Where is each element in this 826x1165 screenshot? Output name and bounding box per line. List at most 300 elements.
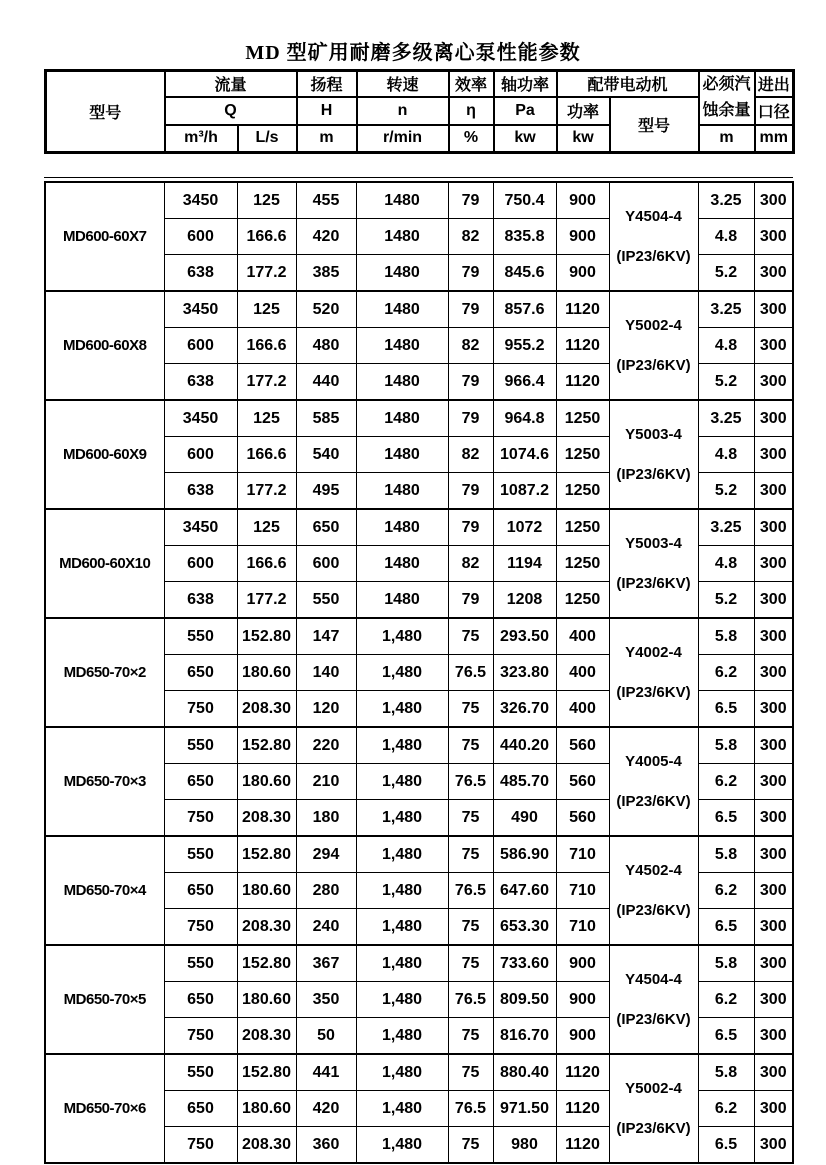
header-unit-kw-shaft: kw xyxy=(494,125,557,152)
cell-motor-power-kw: 1120 xyxy=(556,364,609,401)
cell-head-m: 50 xyxy=(296,1018,356,1055)
cell-flow-ls: 180.60 xyxy=(237,1091,296,1127)
cell-bore-mm: 300 xyxy=(754,219,793,255)
cell-head-m: 495 xyxy=(296,473,356,510)
cell-bore-mm: 300 xyxy=(754,437,793,473)
cell-shaft-power-kw: 880.40 xyxy=(493,1054,556,1091)
pump-model-cell: MD600-60X9 xyxy=(45,400,164,509)
cell-efficiency-pct: 79 xyxy=(448,182,493,219)
header-bore-line1: 进出 xyxy=(755,71,794,97)
cell-speed-rmin: 1,480 xyxy=(356,945,448,982)
header-pump-model: 型号 xyxy=(46,71,165,153)
cell-speed-rmin: 1480 xyxy=(356,437,448,473)
cell-motor-power-kw: 1250 xyxy=(556,546,609,582)
cell-efficiency-pct: 75 xyxy=(448,1127,493,1164)
cell-npsh-m: 6.5 xyxy=(698,691,754,728)
cell-flow-ls: 177.2 xyxy=(237,582,296,619)
header-unit-pct: % xyxy=(449,125,494,152)
cell-flow-m3h: 650 xyxy=(164,764,237,800)
cell-head-m: 550 xyxy=(296,582,356,619)
cell-flow-ls: 180.60 xyxy=(237,655,296,691)
header-bore-unit: mm xyxy=(755,125,794,152)
cell-head-m: 420 xyxy=(296,219,356,255)
cell-speed-rmin: 1480 xyxy=(356,291,448,328)
cell-efficiency-pct: 75 xyxy=(448,1018,493,1055)
cell-npsh-m: 4.8 xyxy=(698,546,754,582)
cell-flow-ls: 180.60 xyxy=(237,982,296,1018)
cell-speed-rmin: 1,480 xyxy=(356,655,448,691)
cell-flow-ls: 125 xyxy=(237,291,296,328)
cell-speed-rmin: 1480 xyxy=(356,509,448,546)
motor-model-cell xyxy=(609,618,698,727)
cell-bore-mm: 300 xyxy=(754,764,793,800)
cell-motor-power-kw: 560 xyxy=(556,727,609,764)
cell-npsh-m: 4.8 xyxy=(698,328,754,364)
cell-motor-power-kw: 1250 xyxy=(556,473,609,510)
cell-speed-rmin: 1,480 xyxy=(356,800,448,837)
cell-speed-rmin: 1480 xyxy=(356,400,448,437)
motor-spec-line: (IP23/6KV) xyxy=(616,247,691,265)
cell-npsh-m: 5.2 xyxy=(698,255,754,292)
cell-bore-mm: 300 xyxy=(754,655,793,691)
cell-shaft-power-kw: 816.70 xyxy=(493,1018,556,1055)
cell-speed-rmin: 1480 xyxy=(356,546,448,582)
cell-flow-m3h: 600 xyxy=(164,437,237,473)
cell-npsh-m: 5.8 xyxy=(698,1054,754,1091)
header-h-symbol: H xyxy=(297,97,357,126)
cell-shaft-power-kw: 440.20 xyxy=(493,727,556,764)
cell-npsh-m: 5.8 xyxy=(698,618,754,655)
header-unit-rmin: r/min xyxy=(357,125,449,152)
motor-model-line: Y4002-4 xyxy=(625,643,682,661)
cell-flow-ls: 180.60 xyxy=(237,764,296,800)
cell-flow-m3h: 550 xyxy=(164,945,237,982)
cell-bore-mm: 300 xyxy=(754,400,793,437)
cell-shaft-power-kw: 966.4 xyxy=(493,364,556,401)
header-shaft-power: 轴功率 xyxy=(494,71,557,97)
cell-head-m: 180 xyxy=(296,800,356,837)
cell-speed-rmin: 1480 xyxy=(356,219,448,255)
pump-model-cell: MD650-70×5 xyxy=(45,945,164,1054)
cell-flow-m3h: 750 xyxy=(164,909,237,946)
motor-model-line: Y4502-4 xyxy=(625,861,682,879)
cell-bore-mm: 300 xyxy=(754,945,793,982)
cell-flow-ls: 125 xyxy=(237,182,296,219)
cell-shaft-power-kw: 964.8 xyxy=(493,400,556,437)
cell-head-m: 440 xyxy=(296,364,356,401)
cell-shaft-power-kw: 485.70 xyxy=(493,764,556,800)
cell-efficiency-pct: 75 xyxy=(448,727,493,764)
cell-npsh-m: 5.2 xyxy=(698,364,754,401)
cell-shaft-power-kw: 1074.6 xyxy=(493,437,556,473)
motor-model-line: Y5003-4 xyxy=(625,425,682,443)
cell-head-m: 350 xyxy=(296,982,356,1018)
cell-shaft-power-kw: 1208 xyxy=(493,582,556,619)
cell-efficiency-pct: 76.5 xyxy=(448,1091,493,1127)
cell-flow-m3h: 550 xyxy=(164,836,237,873)
cell-bore-mm: 300 xyxy=(754,291,793,328)
motor-spec-line: (IP23/6KV) xyxy=(616,356,691,374)
cell-head-m: 650 xyxy=(296,509,356,546)
cell-flow-m3h: 3450 xyxy=(164,291,237,328)
cell-head-m: 360 xyxy=(296,1127,356,1164)
header-row-1 xyxy=(46,71,794,97)
cell-speed-rmin: 1,480 xyxy=(356,764,448,800)
cell-efficiency-pct: 79 xyxy=(448,400,493,437)
cell-flow-ls: 180.60 xyxy=(237,873,296,909)
cell-efficiency-pct: 75 xyxy=(448,691,493,728)
cell-speed-rmin: 1480 xyxy=(356,582,448,619)
cell-efficiency-pct: 79 xyxy=(448,582,493,619)
cell-shaft-power-kw: 733.60 xyxy=(493,945,556,982)
cell-head-m: 441 xyxy=(296,1054,356,1091)
cell-bore-mm: 300 xyxy=(754,800,793,837)
cell-head-m: 210 xyxy=(296,764,356,800)
cell-flow-m3h: 638 xyxy=(164,473,237,510)
cell-bore-mm: 300 xyxy=(754,909,793,946)
motor-model-line: Y5003-4 xyxy=(625,534,682,552)
cell-npsh-m: 6.5 xyxy=(698,1127,754,1164)
page-title: MD 型矿用耐磨多级离心泵性能参数 xyxy=(245,42,581,64)
motor-model-line: Y5002-4 xyxy=(625,1079,682,1097)
motor-model-cell xyxy=(609,182,698,291)
cell-head-m: 585 xyxy=(296,400,356,437)
cell-shaft-power-kw: 326.70 xyxy=(493,691,556,728)
cell-flow-ls: 166.6 xyxy=(237,219,296,255)
cell-npsh-m: 6.5 xyxy=(698,909,754,946)
header-q-symbol: Q xyxy=(165,97,297,126)
cell-head-m: 520 xyxy=(296,291,356,328)
cell-npsh-m: 6.2 xyxy=(698,1091,754,1127)
cell-speed-rmin: 1480 xyxy=(356,182,448,219)
cell-shaft-power-kw: 971.50 xyxy=(493,1091,556,1127)
cell-npsh-m: 3.25 xyxy=(698,291,754,328)
cell-bore-mm: 300 xyxy=(754,473,793,510)
header-unit-kw-motor: kw xyxy=(557,125,610,152)
cell-flow-m3h: 550 xyxy=(164,618,237,655)
cell-efficiency-pct: 82 xyxy=(448,328,493,364)
cell-shaft-power-kw: 1087.2 xyxy=(493,473,556,510)
cell-efficiency-pct: 75 xyxy=(448,836,493,873)
header-flow: 流量 xyxy=(165,71,297,97)
cell-npsh-m: 5.8 xyxy=(698,836,754,873)
cell-efficiency-pct: 75 xyxy=(448,618,493,655)
motor-spec-line: (IP23/6KV) xyxy=(616,901,691,919)
cell-efficiency-pct: 79 xyxy=(448,291,493,328)
motor-model-cell xyxy=(609,836,698,945)
cell-efficiency-pct: 75 xyxy=(448,800,493,837)
cell-motor-power-kw: 1250 xyxy=(556,437,609,473)
cell-flow-ls: 152.80 xyxy=(237,1054,296,1091)
cell-flow-ls: 208.30 xyxy=(237,691,296,728)
cell-bore-mm: 300 xyxy=(754,873,793,909)
cell-shaft-power-kw: 653.30 xyxy=(493,909,556,946)
cell-speed-rmin: 1,480 xyxy=(356,1054,448,1091)
motor-spec-line: (IP23/6KV) xyxy=(616,574,691,592)
cell-npsh-m: 4.8 xyxy=(698,219,754,255)
cell-shaft-power-kw: 490 xyxy=(493,800,556,837)
cell-flow-ls: 125 xyxy=(237,509,296,546)
cell-speed-rmin: 1480 xyxy=(356,255,448,292)
cell-motor-power-kw: 400 xyxy=(556,618,609,655)
table-row xyxy=(45,618,793,655)
cell-speed-rmin: 1480 xyxy=(356,364,448,401)
cell-flow-ls: 177.2 xyxy=(237,473,296,510)
cell-shaft-power-kw: 845.6 xyxy=(493,255,556,292)
spec-table-header xyxy=(44,69,795,154)
cell-flow-m3h: 638 xyxy=(164,582,237,619)
cell-head-m: 294 xyxy=(296,836,356,873)
table-row xyxy=(45,291,793,328)
cell-efficiency-pct: 79 xyxy=(448,255,493,292)
cell-bore-mm: 300 xyxy=(754,255,793,292)
cell-npsh-m: 6.2 xyxy=(698,655,754,691)
cell-flow-m3h: 750 xyxy=(164,1018,237,1055)
motor-spec-line: (IP23/6KV) xyxy=(616,1010,691,1028)
cell-flow-m3h: 3450 xyxy=(164,182,237,219)
header-n-symbol: n xyxy=(357,97,449,126)
cell-flow-m3h: 600 xyxy=(164,328,237,364)
table-row xyxy=(45,182,793,219)
pump-model-cell: MD650-70×4 xyxy=(45,836,164,945)
cell-motor-power-kw: 400 xyxy=(556,691,609,728)
table-row xyxy=(45,400,793,437)
cell-npsh-m: 5.2 xyxy=(698,473,754,510)
pump-model-cell: MD600-60X8 xyxy=(45,291,164,400)
cell-head-m: 480 xyxy=(296,328,356,364)
cell-bore-mm: 300 xyxy=(754,1127,793,1164)
header-npsh xyxy=(699,71,755,126)
cell-bore-mm: 300 xyxy=(754,509,793,546)
cell-head-m: 240 xyxy=(296,909,356,946)
cell-motor-power-kw: 710 xyxy=(556,909,609,946)
cell-flow-m3h: 650 xyxy=(164,1091,237,1127)
header-unit-m3h: m³/h xyxy=(165,125,238,152)
cell-head-m: 540 xyxy=(296,437,356,473)
pump-group xyxy=(45,1054,793,1163)
cell-shaft-power-kw: 955.2 xyxy=(493,328,556,364)
cell-efficiency-pct: 76.5 xyxy=(448,873,493,909)
header-bore-line2: 口径 xyxy=(755,97,794,126)
cell-bore-mm: 300 xyxy=(754,691,793,728)
cell-motor-power-kw: 1120 xyxy=(556,291,609,328)
motor-model-cell xyxy=(609,509,698,618)
pump-model-cell: MD650-70×6 xyxy=(45,1054,164,1163)
cell-speed-rmin: 1480 xyxy=(356,473,448,510)
cell-motor-power-kw: 1120 xyxy=(556,1127,609,1164)
cell-head-m: 120 xyxy=(296,691,356,728)
cell-flow-ls: 152.80 xyxy=(237,727,296,764)
cell-npsh-m: 6.5 xyxy=(698,1018,754,1055)
cell-bore-mm: 300 xyxy=(754,1018,793,1055)
cell-flow-m3h: 638 xyxy=(164,255,237,292)
pump-model-cell: MD600-60X7 xyxy=(45,182,164,291)
cell-flow-m3h: 550 xyxy=(164,1054,237,1091)
cell-shaft-power-kw: 857.6 xyxy=(493,291,556,328)
cell-npsh-m: 5.8 xyxy=(698,727,754,764)
cell-flow-ls: 166.6 xyxy=(237,437,296,473)
cell-shaft-power-kw: 835.8 xyxy=(493,219,556,255)
cell-efficiency-pct: 82 xyxy=(448,219,493,255)
pump-model-cell: MD600-60X10 xyxy=(45,509,164,618)
cell-npsh-m: 5.8 xyxy=(698,945,754,982)
motor-model-cell xyxy=(609,945,698,1054)
header-head: 扬程 xyxy=(297,71,357,97)
motor-spec-line: (IP23/6KV) xyxy=(616,792,691,810)
cell-npsh-m: 6.2 xyxy=(698,764,754,800)
cell-flow-m3h: 650 xyxy=(164,655,237,691)
cell-motor-power-kw: 900 xyxy=(556,219,609,255)
motor-model-line: Y4005-4 xyxy=(625,752,682,770)
motor-model-cell xyxy=(609,727,698,836)
pump-model-cell: MD650-70×3 xyxy=(45,727,164,836)
motor-model-cell xyxy=(609,291,698,400)
cell-flow-m3h: 600 xyxy=(164,219,237,255)
table-row xyxy=(45,509,793,546)
motor-spec-line: (IP23/6KV) xyxy=(616,465,691,483)
cell-head-m: 280 xyxy=(296,873,356,909)
cell-head-m: 220 xyxy=(296,727,356,764)
pump-group xyxy=(45,509,793,618)
pump-model-cell: MD650-70×2 xyxy=(45,618,164,727)
pump-group xyxy=(45,291,793,400)
cell-bore-mm: 300 xyxy=(754,328,793,364)
cell-flow-ls: 208.30 xyxy=(237,800,296,837)
cell-motor-power-kw: 900 xyxy=(556,945,609,982)
header-npsh-unit: m xyxy=(699,125,755,152)
table-row xyxy=(45,945,793,982)
pump-group xyxy=(45,182,793,291)
cell-flow-ls: 177.2 xyxy=(237,255,296,292)
cell-bore-mm: 300 xyxy=(754,1054,793,1091)
cell-flow-ls: 208.30 xyxy=(237,1127,296,1164)
cell-shaft-power-kw: 586.90 xyxy=(493,836,556,873)
cell-motor-power-kw: 1250 xyxy=(556,509,609,546)
cell-motor-power-kw: 710 xyxy=(556,873,609,909)
header-eta-symbol: η xyxy=(449,97,494,126)
motor-model-cell xyxy=(609,400,698,509)
header-pa-symbol: Pa xyxy=(494,97,557,126)
cell-efficiency-pct: 79 xyxy=(448,473,493,510)
table-row xyxy=(45,727,793,764)
cell-efficiency-pct: 76.5 xyxy=(448,764,493,800)
cell-motor-power-kw: 560 xyxy=(556,764,609,800)
motor-spec-line: (IP23/6KV) xyxy=(616,683,691,701)
cell-efficiency-pct: 76.5 xyxy=(448,655,493,691)
pump-group xyxy=(45,727,793,836)
cell-bore-mm: 300 xyxy=(754,727,793,764)
cell-flow-ls: 152.80 xyxy=(237,618,296,655)
cell-bore-mm: 300 xyxy=(754,982,793,1018)
pump-group xyxy=(45,836,793,945)
cell-flow-m3h: 550 xyxy=(164,727,237,764)
pump-group xyxy=(45,400,793,509)
cell-motor-power-kw: 400 xyxy=(556,655,609,691)
header-unit-m-head: m xyxy=(297,125,357,152)
motor-model-line: Y5002-4 xyxy=(625,316,682,334)
cell-speed-rmin: 1,480 xyxy=(356,618,448,655)
cell-flow-m3h: 650 xyxy=(164,873,237,909)
cell-flow-ls: 166.6 xyxy=(237,328,296,364)
cell-motor-power-kw: 1120 xyxy=(556,328,609,364)
pump-group xyxy=(45,618,793,727)
cell-speed-rmin: 1,480 xyxy=(356,691,448,728)
cell-shaft-power-kw: 293.50 xyxy=(493,618,556,655)
cell-head-m: 385 xyxy=(296,255,356,292)
cell-efficiency-pct: 79 xyxy=(448,364,493,401)
cell-bore-mm: 300 xyxy=(754,546,793,582)
cell-head-m: 420 xyxy=(296,1091,356,1127)
cell-flow-m3h: 750 xyxy=(164,691,237,728)
cell-shaft-power-kw: 323.80 xyxy=(493,655,556,691)
cell-flow-ls: 152.80 xyxy=(237,945,296,982)
header-motor-model: 型号 xyxy=(610,97,699,153)
cell-bore-mm: 300 xyxy=(754,836,793,873)
cell-speed-rmin: 1480 xyxy=(356,328,448,364)
cell-motor-power-kw: 1120 xyxy=(556,1091,609,1127)
cell-npsh-m: 3.25 xyxy=(698,182,754,219)
cell-flow-m3h: 750 xyxy=(164,800,237,837)
header-npsh-line1: 必须汽 xyxy=(702,76,751,93)
cell-head-m: 140 xyxy=(296,655,356,691)
cell-flow-m3h: 3450 xyxy=(164,509,237,546)
cell-bore-mm: 300 xyxy=(754,618,793,655)
motor-model-cell xyxy=(609,1054,698,1163)
header-unit-ls: L/s xyxy=(238,125,297,152)
cell-motor-power-kw: 710 xyxy=(556,836,609,873)
table-row xyxy=(45,1054,793,1091)
spec-table-body xyxy=(44,181,794,1164)
cell-flow-m3h: 600 xyxy=(164,546,237,582)
cell-motor-power-kw: 900 xyxy=(556,1018,609,1055)
cell-npsh-m: 6.5 xyxy=(698,800,754,837)
cell-shaft-power-kw: 1194 xyxy=(493,546,556,582)
cell-npsh-m: 6.2 xyxy=(698,873,754,909)
cell-head-m: 367 xyxy=(296,945,356,982)
table-row xyxy=(45,836,793,873)
cell-head-m: 147 xyxy=(296,618,356,655)
cell-efficiency-pct: 75 xyxy=(448,1054,493,1091)
cell-speed-rmin: 1,480 xyxy=(356,727,448,764)
cell-efficiency-pct: 75 xyxy=(448,909,493,946)
cell-speed-rmin: 1,480 xyxy=(356,836,448,873)
cell-shaft-power-kw: 750.4 xyxy=(493,182,556,219)
cell-head-m: 600 xyxy=(296,546,356,582)
cell-efficiency-pct: 76.5 xyxy=(448,982,493,1018)
cell-shaft-power-kw: 980 xyxy=(493,1127,556,1164)
header-npsh-line2: 蚀余量 xyxy=(702,102,751,119)
cell-shaft-power-kw: 647.60 xyxy=(493,873,556,909)
cell-bore-mm: 300 xyxy=(754,582,793,619)
cell-flow-m3h: 3450 xyxy=(164,400,237,437)
cell-motor-power-kw: 560 xyxy=(556,800,609,837)
cell-flow-ls: 152.80 xyxy=(237,836,296,873)
cell-head-m: 455 xyxy=(296,182,356,219)
cell-motor-power-kw: 1250 xyxy=(556,400,609,437)
cell-bore-mm: 300 xyxy=(754,182,793,219)
body-top-thin-rule xyxy=(44,177,793,178)
cell-flow-ls: 125 xyxy=(237,400,296,437)
cell-shaft-power-kw: 809.50 xyxy=(493,982,556,1018)
motor-model-line: Y4504-4 xyxy=(625,207,682,225)
cell-flow-ls: 208.30 xyxy=(237,909,296,946)
cell-speed-rmin: 1,480 xyxy=(356,1018,448,1055)
cell-flow-m3h: 750 xyxy=(164,1127,237,1164)
cell-bore-mm: 300 xyxy=(754,1091,793,1127)
cell-speed-rmin: 1,480 xyxy=(356,1127,448,1164)
cell-speed-rmin: 1,480 xyxy=(356,909,448,946)
cell-npsh-m: 6.2 xyxy=(698,982,754,1018)
